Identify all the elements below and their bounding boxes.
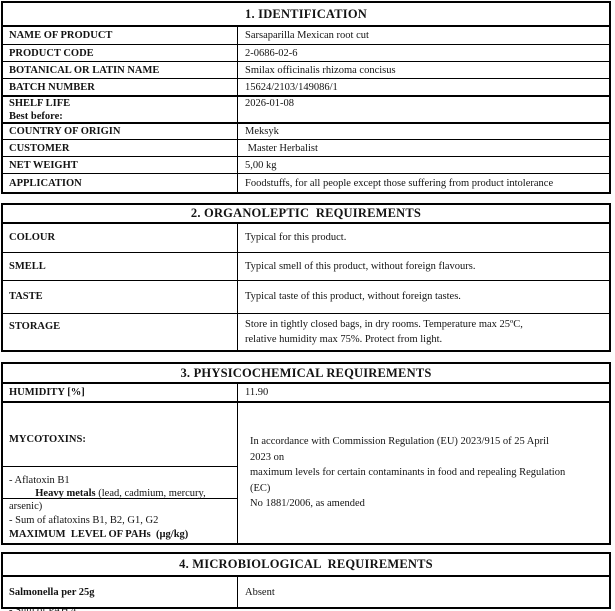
row-label bbox=[3, 97, 238, 122]
row-value: Typical for this product. bbox=[245, 232, 347, 244]
row-label: STORAGE bbox=[3, 314, 238, 350]
section-organoleptic bbox=[1, 203, 611, 352]
row-value: 5,00 kg bbox=[245, 159, 277, 171]
row-label: NAME OF PRODUCT bbox=[3, 27, 238, 44]
row-label: Salmonella per 25g bbox=[3, 577, 238, 607]
row-value: 2-0686-02-6 bbox=[245, 47, 298, 59]
row-label: COUNTRY OF ORIGIN bbox=[3, 124, 238, 139]
table-row-taste bbox=[3, 280, 609, 313]
best-before-label: Best before: bbox=[9, 110, 63, 122]
heavy-metals-detail: (lead, cadmium, mercury, arsenic) bbox=[9, 487, 209, 512]
table-row-smell bbox=[3, 252, 609, 280]
row-label: BOTANICAL OR LATIN NAME bbox=[3, 62, 238, 78]
row-label: PRODUCT CODE bbox=[3, 45, 238, 61]
row-value: Sarsaparilla Mexican root cut bbox=[245, 30, 369, 41]
table-row-product-code bbox=[3, 44, 609, 61]
physicochemical-parameters-column bbox=[3, 403, 238, 543]
table-row-customer bbox=[3, 139, 609, 156]
row-label: BATCH NUMBER bbox=[3, 79, 238, 95]
heavy-metals-heading: Heavy metals bbox=[35, 487, 96, 499]
table-row-shelf-life bbox=[3, 95, 609, 122]
shelf-life-label: SHELF LIFE bbox=[9, 98, 71, 109]
pahs-block bbox=[3, 499, 237, 542]
mycotoxin-item: - Aflatoxin B1 bbox=[9, 474, 70, 486]
regulation-note-line: maximum levels for certain contaminants in food and repealing Regulation (EC) bbox=[250, 467, 568, 494]
section-physicochemical-title: 3. PHYSICOCHEMICAL REQUIREMENTS bbox=[3, 364, 609, 384]
row-label: TASTE bbox=[3, 281, 238, 313]
section-identification bbox=[1, 1, 611, 194]
section-identification-title: 1. IDENTIFICATION bbox=[3, 3, 609, 27]
row-label: CUSTOMER bbox=[3, 140, 238, 156]
regulation-note-line: In accordance with Commission Regulation (EU) 2023/915 of 25 April 2023 on bbox=[250, 436, 552, 463]
regulation-note-line: No 1881/2006, as amended bbox=[250, 498, 365, 510]
pahs-heading: MAXIMUM LEVEL OF PAHs (µg/kg) bbox=[9, 528, 189, 540]
table-row-colour bbox=[3, 224, 609, 252]
row-value: Foodstuffs, for all people except those suffering from product intolerance bbox=[245, 177, 554, 189]
row-value: Store in tightly closed bags, in dry rooms. Temperature max 25ºC, relative humidity max 75%. Protect from light. bbox=[245, 318, 526, 345]
row-value: 2026-01-08 bbox=[245, 98, 294, 109]
row-value: Typical taste of this product, without foreign tastes. bbox=[245, 291, 461, 303]
table-row-application bbox=[3, 173, 609, 192]
section-organoleptic-title: 2. ORGANOLEPTIC REQUIREMENTS bbox=[3, 205, 609, 224]
row-label: SMELL bbox=[3, 253, 238, 280]
table-row-salmonella bbox=[3, 577, 609, 607]
section-microbiological bbox=[1, 552, 611, 609]
table-row-botanical-name bbox=[3, 61, 609, 78]
table-row-net-weight bbox=[3, 156, 609, 173]
physicochemical-body bbox=[3, 403, 609, 543]
table-row-batch-number bbox=[3, 78, 609, 95]
row-value: Typical smell of this product, without foreign flavours. bbox=[245, 260, 476, 272]
mycotoxins-heading: MYCOTOXINS: bbox=[9, 434, 86, 445]
row-label: NET WEIGHT bbox=[3, 157, 238, 173]
table-row-country-of-origin bbox=[3, 122, 609, 139]
row-value: 15624/2103/149086/1 bbox=[245, 81, 338, 93]
table-row-storage bbox=[3, 313, 609, 350]
row-value: Master Herbalist bbox=[245, 142, 318, 154]
row-value: Absent bbox=[245, 586, 275, 598]
row-value: 11.90 bbox=[245, 387, 269, 398]
section-microbiological-title: 4. MICROBIOLOGICAL REQUIREMENTS bbox=[3, 554, 609, 577]
row-label: HUMIDITY [%] bbox=[3, 384, 238, 401]
section-physicochemical bbox=[1, 362, 611, 545]
row-value: Meksyk bbox=[245, 126, 279, 137]
table-row-humidity bbox=[3, 384, 609, 403]
regulation-note bbox=[238, 403, 609, 543]
row-label: COLOUR bbox=[3, 224, 238, 252]
heavy-metals-block bbox=[3, 467, 237, 512]
table-row-name-of-product bbox=[3, 27, 609, 44]
row-label: APPLICATION bbox=[3, 174, 238, 192]
row-value: Smilax officinalis rhizoma concisus bbox=[245, 64, 396, 76]
mycotoxin-item: - Sum of aflatoxins B1, B2, G1, G2 bbox=[9, 515, 159, 526]
